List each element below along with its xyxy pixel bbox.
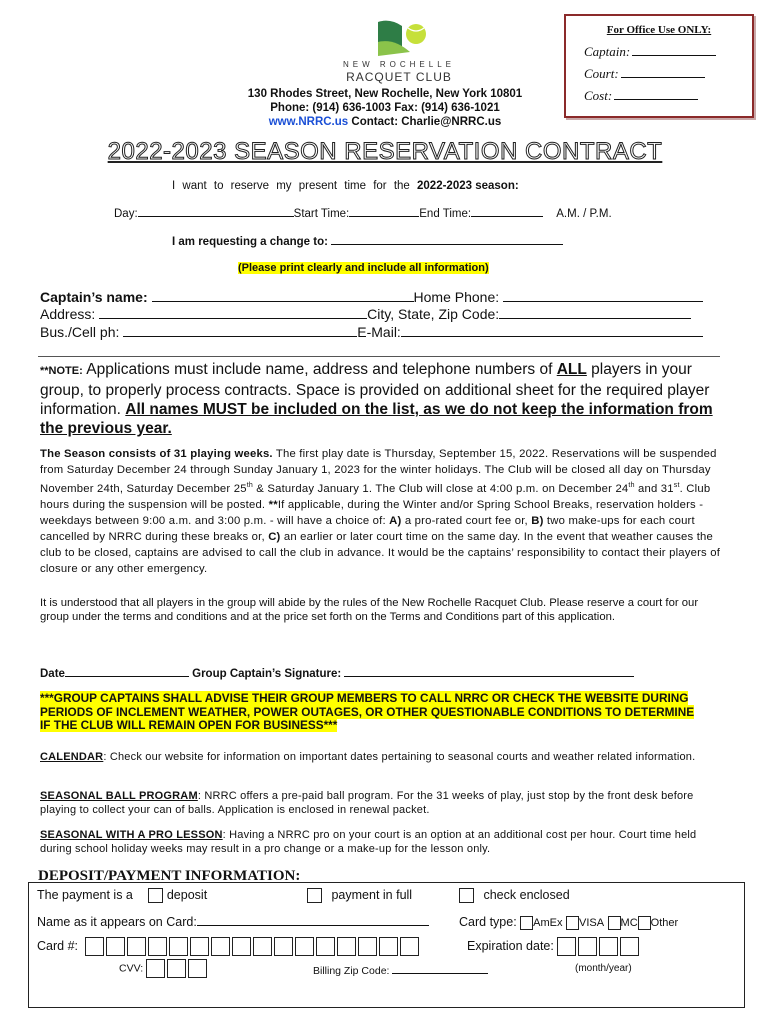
card-type-row: Card type: AmEx VISA MC Other: [459, 915, 679, 929]
signature-row: Date Group Captain’s Signature:: [40, 666, 634, 680]
season-paragraph: The Season consists of 31 playing weeks. The first play date is Thursday, September 15, 2022. Reservations will be suspended from Saturday December 24 through Sunday January 1, 2023 for the winter holidays. The Club will be closed all day on Thursday November 24th, Saturday December 25th & Saturday January 1. The Club will close at 4:00 p.m. on December 24th and 31st. Club hours during the suspension will be posted. **If applicable, during the Winter and/or Spring School Breaks, reservation holders - weekdays between 9:00 a.m. and 3:00 p.m. - will have a choice of: A) a pro-rated court fee or, B) two make-ups for each court cancelled by NRRC during these breaks or, C) an earlier or later court time on the same day. In the event that weather causes the club to be closed, captains are advised to call the club in advance. It would be the captains’ responsibility to contact their players of closure or any other emergency.: [40, 448, 721, 575]
agreement-paragraph: It is understood that all players in the group will abide by the rules of the New Rochelle Racquet Club. Please reserve a court for our group under the terms and conditions and at the price set forth on the Terms and Conditions part of this application.: [40, 597, 699, 623]
month-year-hint: (month/year): [575, 963, 632, 974]
city-field[interactable]: [499, 308, 691, 319]
start-time-field[interactable]: [349, 206, 419, 217]
cvv-row: CVV:: [119, 959, 209, 978]
club-contact: [180, 116, 590, 128]
card-name-field[interactable]: [197, 915, 429, 926]
cell-row: Bus./Cell ph: E-Mail:: [40, 324, 703, 340]
deposit-checkbox[interactable]: [148, 888, 163, 903]
day-time-row: Day: Start Time: End Time: A.M. / P.M.: [114, 208, 612, 220]
card-name-row: Name as it appears on Card:: [37, 915, 429, 929]
divider: [38, 356, 720, 357]
note-paragraph: **NOTE: Applications must include name, address and telephone numbers of ALL players in your group, to properly process contracts. Space is provided on additional sheet for the required player information. All names MUST be included on the list, as we do not keep the information from the previous year.: [40, 361, 713, 437]
website-link[interactable]: www.NRRC.us: [268, 116, 349, 128]
deposit-heading: DEPOSIT/PAYMENT INFORMATION:: [38, 868, 301, 884]
email-field[interactable]: [401, 326, 703, 337]
pro-lesson-paragraph: SEASONAL WITH A PRO LESSON: Having a NRRC pro on your court is an option at an additional cost per hour. Court time held during school holiday weeks may result in a pro change or a make-up for the lesson only.: [40, 829, 697, 855]
expiration-row: Expiration date:: [467, 937, 641, 956]
visa-checkbox[interactable]: [566, 916, 579, 930]
contact-email: Contact: Charlie@NRRC.us: [351, 116, 502, 128]
check-enclosed-option: check enclosed: [459, 888, 570, 903]
other-checkbox[interactable]: [638, 916, 651, 930]
card-number-boxes[interactable]: [85, 939, 421, 953]
home-phone-field[interactable]: [503, 291, 703, 302]
captain-name-row: Captain’s name: Home Phone:: [40, 289, 703, 305]
address-field[interactable]: [99, 308, 367, 319]
billing-zip-field[interactable]: [392, 963, 488, 974]
logo-line1: NEW ROCHELLE: [342, 60, 455, 69]
captain-signature-field[interactable]: [344, 666, 634, 677]
logo-line2: RACQUET CLUB: [346, 70, 452, 84]
print-note: (Please print clearly and include all information): [238, 262, 489, 274]
change-field[interactable]: [331, 234, 563, 245]
club-phones: Phone: (914) 636-1003 Fax: (914) 636-1021: [270, 102, 500, 114]
weather-warning: ***GROUP CAPTAINS SHALL ADVISE THEIR GROUP MEMBERS TO CALL NRRC OR CHECK THE WEBSITE DURING PERIODS OF INCLEMENT WEATHER, POWER OUTAGES, OR OTHER QUESTIONABLE CONDITIONS TO DETERMINE IF THE CLUB WILL REMAIN OPEN FOR BUSINESS***: [40, 691, 695, 732]
end-time-field[interactable]: [471, 206, 543, 217]
office-use-title: For Office Use ONLY:: [606, 24, 712, 36]
office-captain-field[interactable]: Captain:: [584, 44, 716, 60]
payment-full-checkbox[interactable]: [307, 888, 322, 903]
card-number-row: Card #:: [37, 937, 421, 956]
page-title: 2022-2023 SEASON RESERVATION CONTRACT: [107, 138, 663, 165]
amex-checkbox[interactable]: [520, 916, 533, 930]
date-field[interactable]: [65, 666, 189, 677]
payment-type-row: The payment is a deposit: [37, 888, 208, 902]
check-enclosed-checkbox[interactable]: [459, 888, 474, 903]
captain-name-field[interactable]: [152, 291, 414, 302]
deposit-section: [28, 882, 745, 1008]
office-court-field[interactable]: Court:: [584, 66, 705, 82]
club-address: 130 Rhodes Street, New Rochelle, New York 10801: [247, 88, 523, 100]
change-row: I am requesting a change to:: [172, 234, 563, 248]
mc-checkbox[interactable]: [608, 916, 621, 930]
address-row: Address: City, State, Zip Code:: [40, 306, 691, 322]
club-logo: [372, 16, 432, 60]
office-cost-field[interactable]: Cost:: [584, 88, 698, 104]
billing-zip-row: Billing Zip Code:: [313, 963, 488, 977]
calendar-paragraph: CALENDAR: Check our website for information on important dates pertaining to seasonal courts and weather related information.: [40, 751, 696, 763]
office-use-box: [564, 14, 754, 118]
cvv-boxes[interactable]: [146, 962, 209, 974]
expiration-boxes[interactable]: [557, 939, 641, 953]
day-field[interactable]: [138, 206, 294, 217]
ball-program-paragraph: SEASONAL BALL PROGRAM: NRRC offers a pre-paid ball program. For the 31 weeks of play, just stop by the front desk before playing to collect your can of balls. Application is enclosed in renewal packet.: [40, 790, 694, 816]
payment-full-option: payment in full: [307, 888, 412, 903]
cell-field[interactable]: [123, 326, 357, 337]
reserve-intro: I want to reserve my present time for the 2022-2023 season:: [172, 180, 519, 192]
